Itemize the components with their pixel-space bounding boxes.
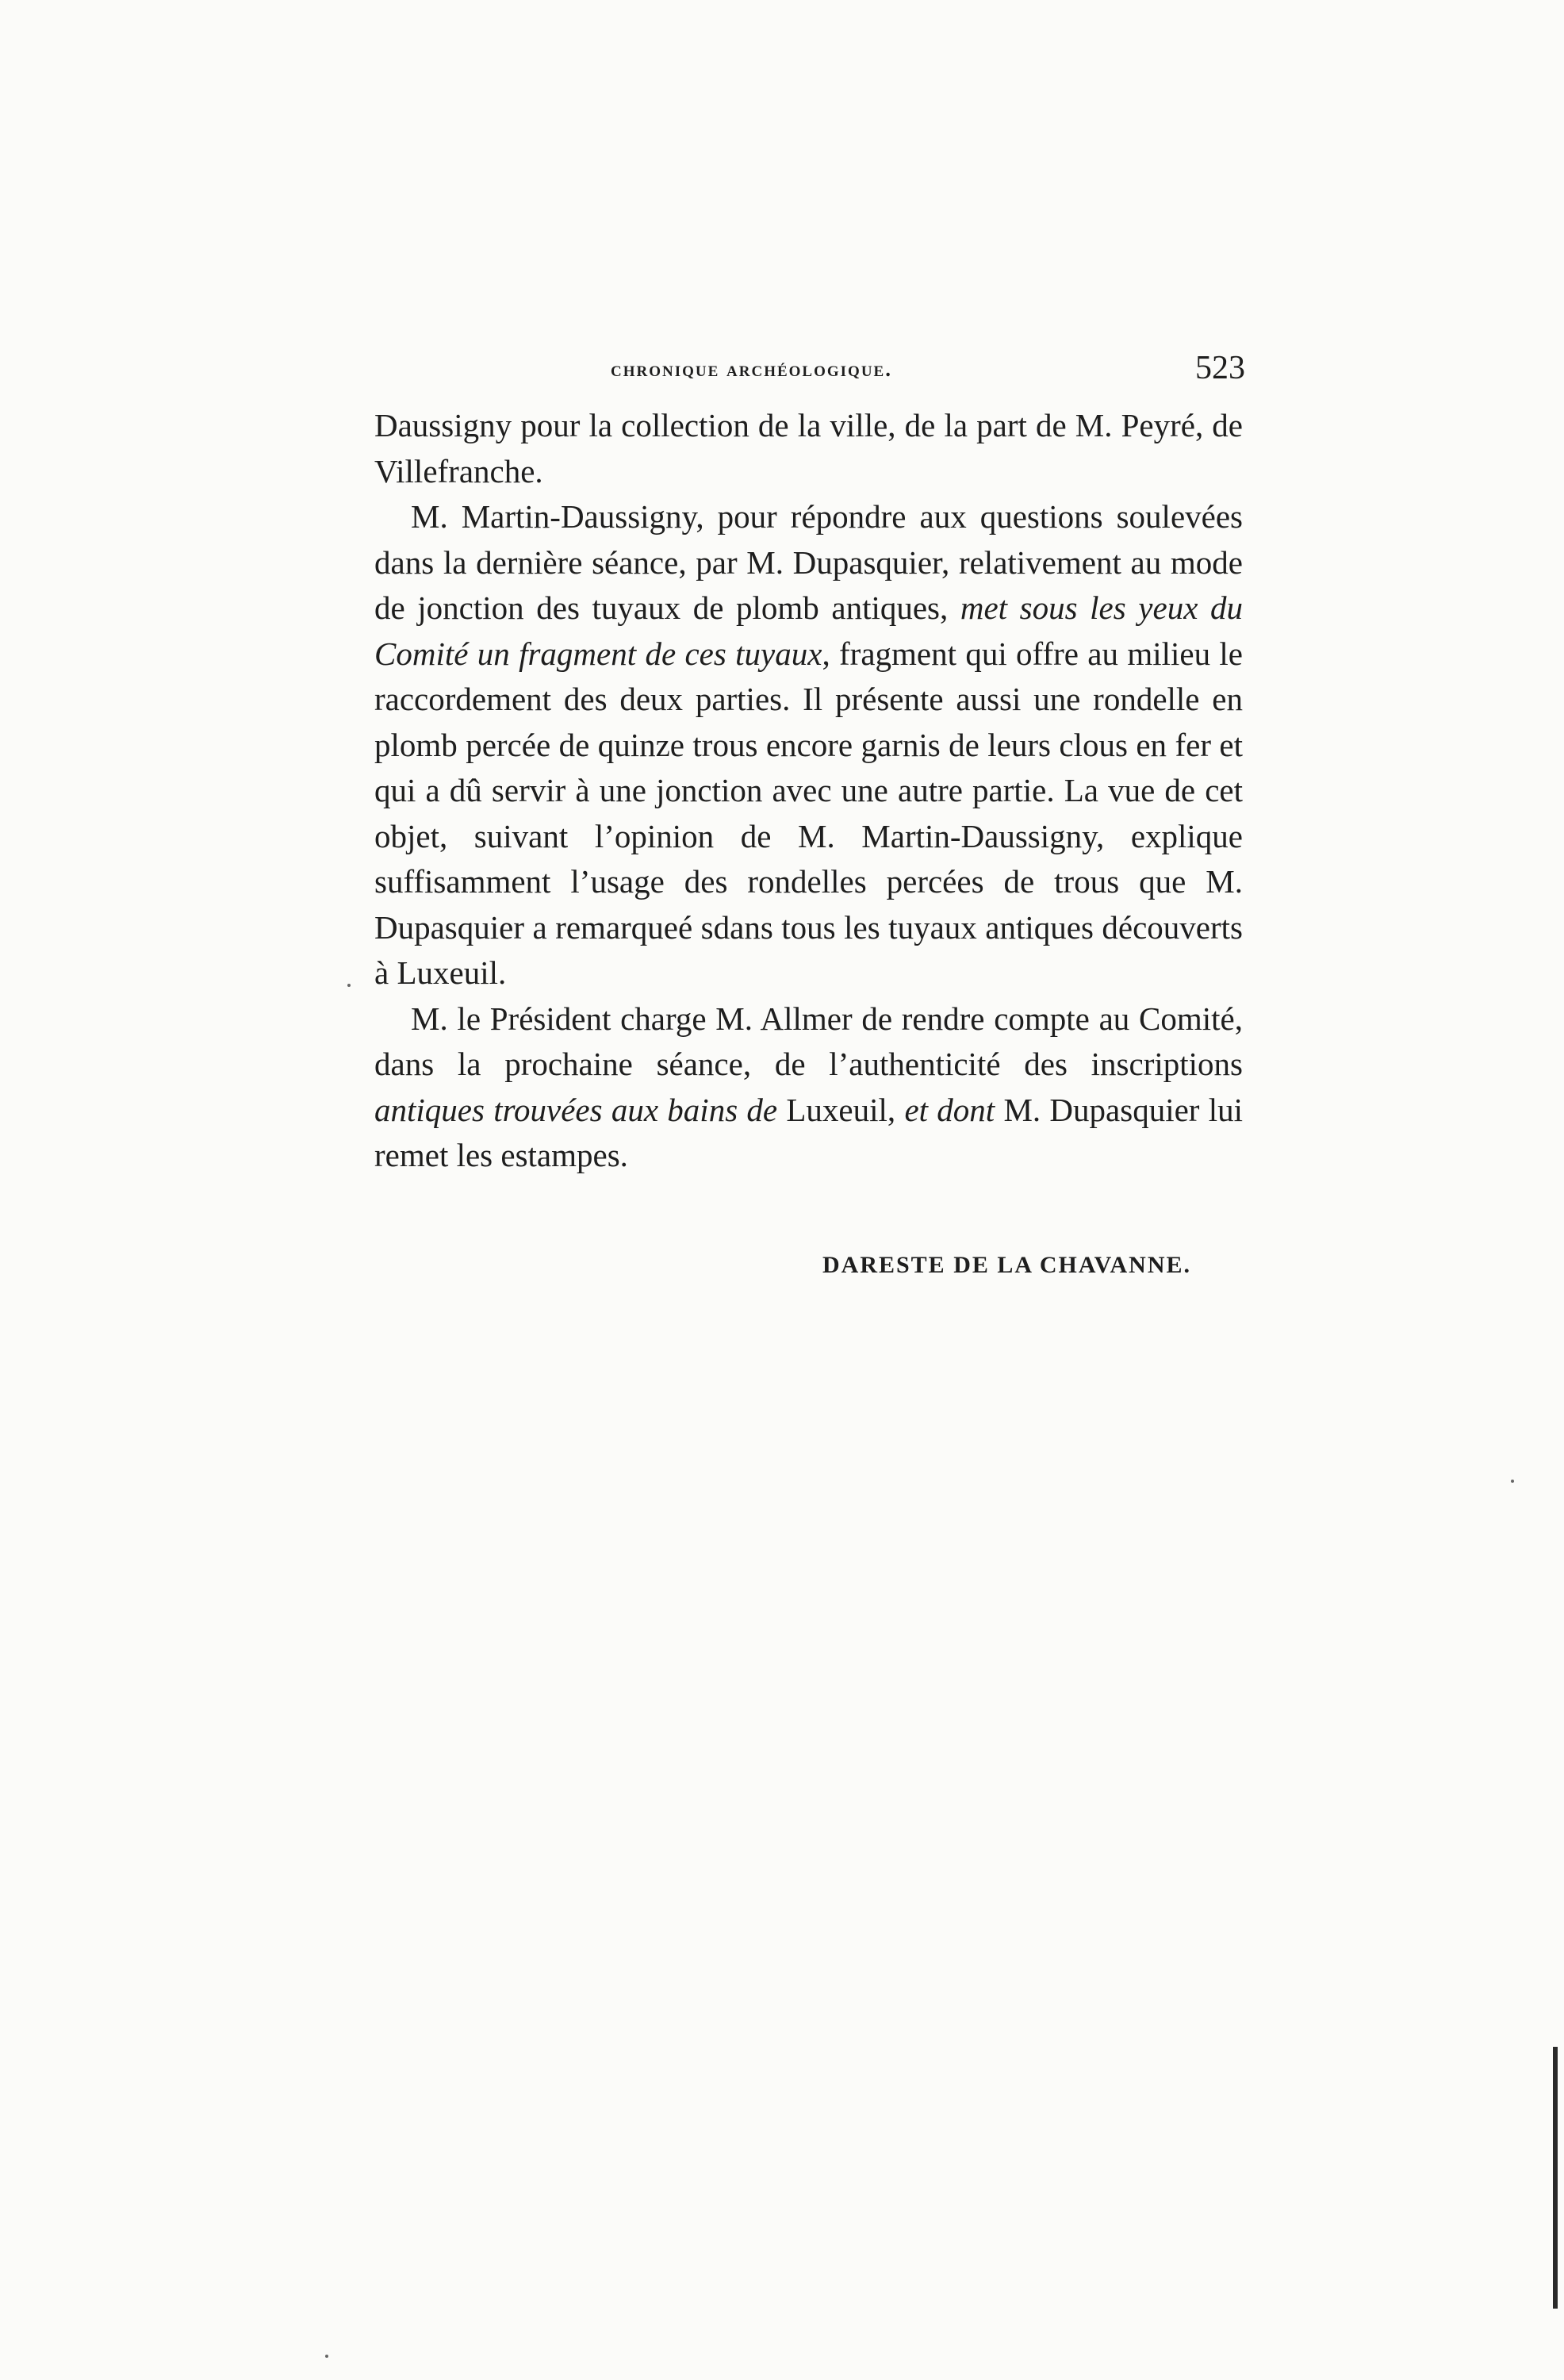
paragraph-3-italic-a: antiques trouvées aux bains de (374, 1091, 778, 1128)
page-number: 523 (1195, 350, 1245, 386)
signature: DARESTE DE LA CHAVANNE. (822, 1252, 1191, 1278)
scan-speck (325, 2355, 328, 2358)
paragraph-1-text: Daussigny pour la collection de la ville, de la part de M. Peyré, de Villefranche. (374, 407, 1243, 489)
scan-edge-mark (1553, 2047, 1558, 2309)
paragraph-2-text-b: , fragment qui offre au milieu le raccordement des deux parties. Il présente aussi une rondelle en plomb percée de quinze trous encore garnis de leurs clous en fer et qui a dû servir à une jonction avec une autre partie. La vue de cet objet, suivant l’opinion de M. Martin-Daussigny, explique suffisamment l’usage des rondelles percées de trous que M. Dupasquier a remarqueé sdans tous les tuyaux antiques découverts à Luxeuil. (374, 635, 1243, 991)
paragraph-1 (374, 403, 1243, 494)
body-text (374, 403, 1243, 1179)
paragraph-3 (374, 996, 1243, 1179)
scan-speck (1511, 1480, 1514, 1483)
paragraph-2 (374, 494, 1243, 996)
paragraph-2-italic: met sous les yeux du Comité un fragment de ces tuyaux (374, 589, 1243, 672)
paragraph-3-text-b: Luxeuil, (777, 1091, 905, 1128)
paragraph-3-text-c: M. Dupasquier lui remet les estampes. (374, 1091, 1243, 1173)
running-title: chronique archéologique. (611, 357, 892, 381)
paragraph-3-text-a: M. le Président charge M. Allmer de rendre compte au Comité, dans la prochaine séance, de l’authenticité des inscriptions (374, 1000, 1243, 1082)
paragraph-2-text-a: M. Martin-Daussigny, pour répondre aux questions soulevées dans la dernière séance, par M. Dupasquier, relativement au mode de jonction des tuyaux de plomb antiques, (374, 498, 1243, 626)
paragraph-3-italic-b: et dont (904, 1091, 995, 1128)
running-head (373, 349, 1245, 397)
scan-speck (347, 984, 351, 987)
